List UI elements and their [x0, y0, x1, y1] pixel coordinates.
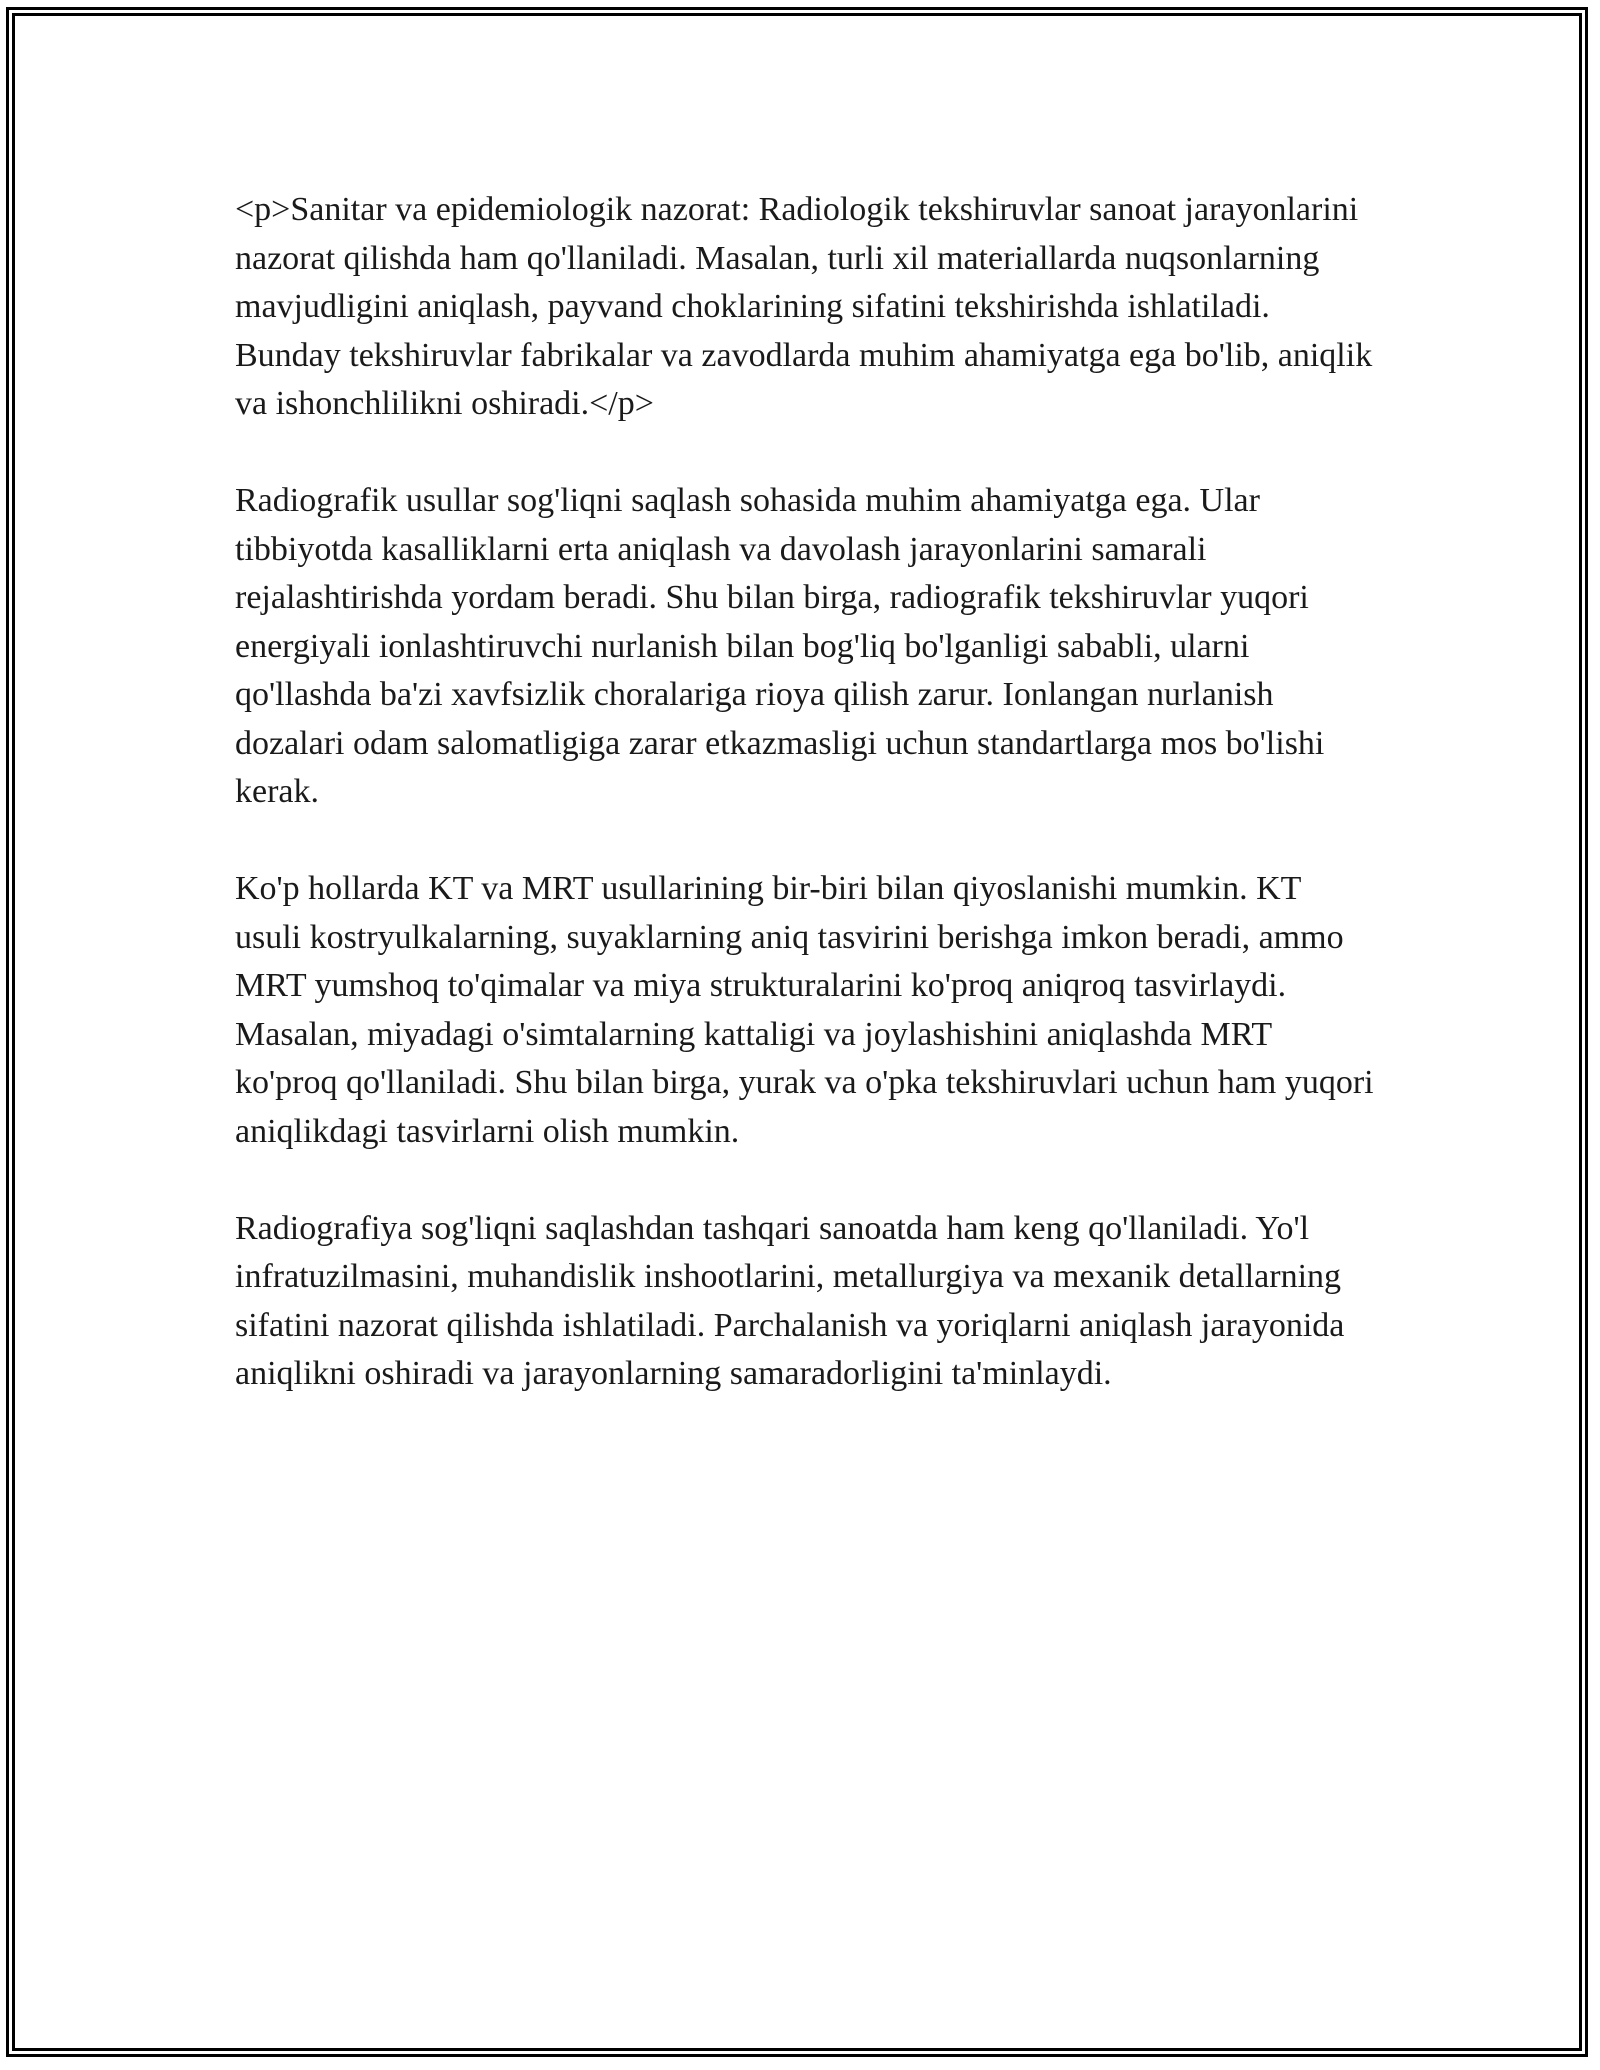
paragraph-3: Ko'p hollarda KT va MRT usullarining bir-biri bilan qiyoslanishi mumkin. KT usuli kostryulkalarning, suyaklarning aniq tasvirini berishga imkon beradi, ammo MRT yumshoq to'qimalar va miya strukturalarini ko'proq aniqroq tasvirlaydi. Masalan, miyadagi o'simtalarning kattaligi va joylashishini aniqlashda MRT ko'proq qo'llaniladi. Shu bilan birga, yurak va o'pka tekshiruvlari uchun ham yuqori aniqlikdagi tasvirlarni olish mumkin. — [235, 870, 1374, 1150]
document-body — [235, 186, 1375, 1447]
paragraph-2: Radiografik usullar sog'liqni saqlash sohasida muhim ahamiyatga ega. Ular tibbiyotda kasalliklarni erta aniqlash va davolash jarayonlarini samarali rejalashtirishda yordam beradi. Shu bilan birga, radiografik tekshiruvlar yuqori energiyali ionlashtiruvchi nurlanish bilan bog'liq bo'lganligi sababli, ularni qo'llashda ba'zi xavfsizlik choralariga rioya qilish zarur. Ionlangan nurlanish dozalari odam salomatligiga zarar etkazmasligi uchun standartlarga mos bo'lishi kerak. — [235, 482, 1325, 810]
paragraph-4: Radiografiya sog'liqni saqlashdan tashqari sanoatda ham keng qo'llaniladi. Yo'l infratuzilmasini, muhandislik inshootlarini, metallurgiya va mexanik detallarning sifatini nazorat qilishda ishlatiladi. Parchalanish va yoriqlarni aniqlash jarayonida aniqlikni oshiradi va jarayonlarning samaradorligini ta'minlaydi. — [235, 1209, 1345, 1392]
paragraph-1: <p>Sanitar va epidemiologik nazorat: Radiologik tekshiruvlar sanoat jarayonlarini nazorat qilishda ham qo'llaniladi. Masalan, turli xil materiallarda nuqsonlarning mavjudligini aniqlash, payvand choklarining sifatini tekshirishda ishlatiladi. Bunday tekshiruvlar fabrikalar va zavodlarda muhim ahamiyatga ega bo'lib, aniqlik va ishonchlilikni oshiradi.</p> — [235, 191, 1373, 422]
